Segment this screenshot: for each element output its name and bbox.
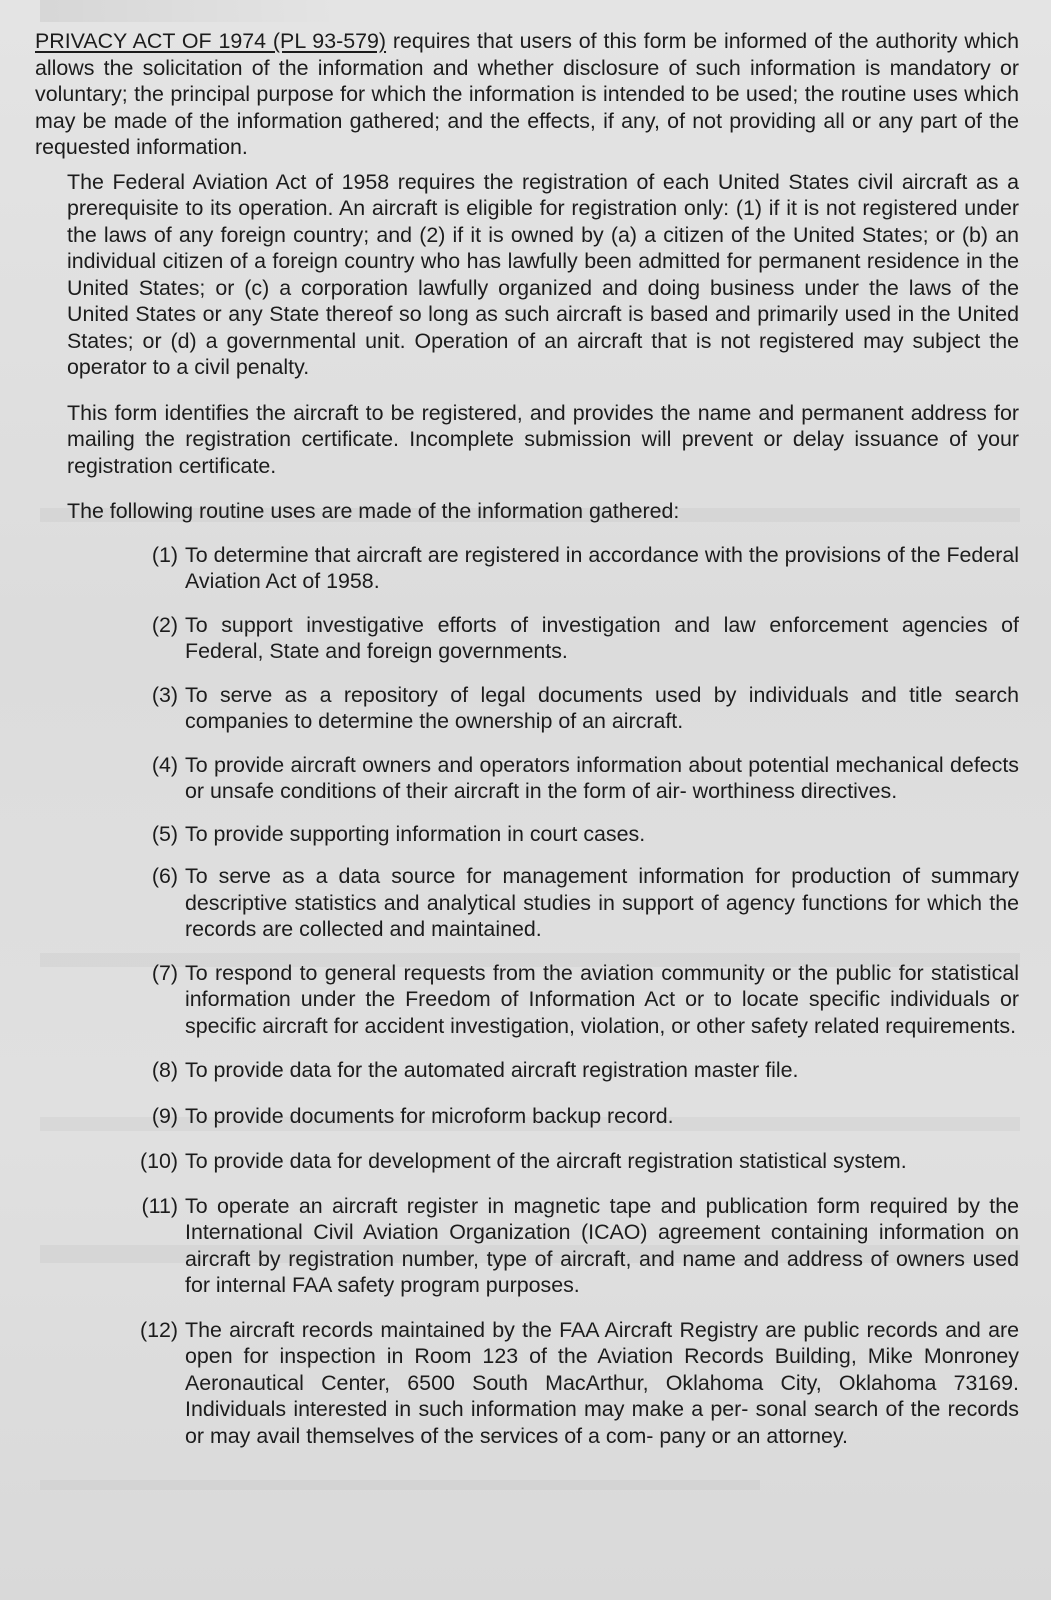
routine-use-item: [35, 752, 1019, 805]
routine-use-text: The aircraft records maintained by the FAA Aircraft Registry are public records and are open for inspection in Room 123 of the Aviation Records Building, Mike Monroney Aeronautical Center, 6500 South MacArthur, Oklahoma City, Oklahoma 73169. Individuals interested in such information may make a per- sonal search of the records or may avail themselves of the services of a com- pany or an attorney.: [185, 1317, 1019, 1448]
routine-use-text: To serve as a repository of legal documents used by individuals and title search companies to determine the ownership of an aircraft.: [185, 682, 1019, 733]
routine-use-text: To support investigative efforts of investigation and law enforcement agencies of Federal, State and foreign governments.: [185, 612, 1019, 663]
routine-use-number: (10): [139, 1149, 178, 1173]
privacy-act-notice: [35, 28, 1019, 1449]
routine-use-number: (3): [151, 682, 178, 707]
purpose-paragraph: This form identifies the aircraft to be registered, and provides the name and permanent address for mailing the registration certificate. Incomplete submission will prevent or delay issuance of your registration certificate.: [67, 400, 1019, 478]
routine-uses-list: [35, 542, 1019, 1450]
routine-use-text: To provide supporting information in court cases.: [185, 821, 646, 846]
routine-use-item: [35, 1057, 1019, 1084]
routine-use-text: To provide aircraft owners and operators information about potential mechanical defects or unsafe conditions of their aircraft in the form of air- worthiness directives.: [185, 752, 1019, 803]
bleed-through-band: [40, 1480, 760, 1490]
routine-use-text: To respond to general requests from the aviation community or the public for statistical information under the Freedom of Information Act or to locate specific individuals or specific aircraft for accident investigation, violation, or other safety related requirements.: [185, 960, 1019, 1038]
routine-use-item: [35, 1317, 1019, 1450]
routine-use-text: To serve as a data source for management information for production of summary descriptive statistics and analytical studies in support of agency functions for which the records are collected and maintained.: [185, 864, 1019, 941]
routine-use-item: [35, 682, 1019, 735]
privacy-intro-paragraph: [35, 28, 1019, 161]
routine-use-text: To provide data for the automated aircraft registration master file.: [185, 1058, 799, 1082]
privacy-intro-text: requires that users of this form be informed of the authority which allows the solicitation of the information and whether disclosure of such information is mandatory or voluntary; the principal purpose for which the information is intended to be used; the routine uses which may be made of the information gathered; and the effects, if any, of not providing all or any part of the requested information.: [35, 29, 1020, 159]
authority-paragraph: The Federal Aviation Act of 1958 requires the registration of each United States civil aircraft as a prerequisite to its operation. An aircraft is eligible for registration only: (1) if it is not registered under the laws of any foreign country; and (2) if it is owned by (a) a citizen of the United States; or (b) an individual citizen of a foreign country who has lawfully been admitted for permanent residence in the United States; or (c) a corporation lawfully organized and doing business under the laws of the United States or any State thereof so long as such aircraft is based and primarily used in the United States; or (d) a governmental unit. Operation of an aircraft that is not registered may subject the operator to a civil penalty.: [67, 169, 1019, 379]
routine-uses-intro: The following routine uses are made of the information gathered:: [67, 499, 680, 523]
routine-use-item: [35, 542, 1019, 595]
bleed-through-shadow: [40, 0, 340, 22]
routine-use-item: [35, 1103, 1019, 1130]
routine-use-item: [35, 1193, 1019, 1299]
routine-use-item: [35, 821, 1019, 848]
routine-use-text: To provide data for development of the aircraft registration statistical system.: [185, 1149, 907, 1173]
routine-use-item: [35, 1148, 1019, 1175]
routine-use-number: (9): [151, 1103, 178, 1128]
privacy-act-title: PRIVACY ACT OF 1974 (PL 93-579): [35, 29, 387, 53]
routine-use-number: (4): [151, 752, 178, 777]
routine-use-item: [35, 960, 1019, 1040]
routine-use-number: (8): [151, 1058, 178, 1082]
routine-use-number: (6): [151, 864, 178, 888]
routine-use-text: To determine that aircraft are registered in accordance with the provisions of the Federal Aviation Act of 1958.: [185, 542, 1019, 593]
routine-use-item: [35, 612, 1019, 665]
routine-use-text: To operate an aircraft register in magnetic tape and publication form required by the International Civil Aviation Organization (ICAO) agreement containing information on aircraft by registration number, type of aircraft, and name and address of owners used for internal FAA safety program purposes.: [185, 1193, 1019, 1297]
routine-use-item: [35, 863, 1019, 943]
routine-use-number: (5): [151, 821, 178, 846]
routine-use-number: (1): [151, 542, 178, 567]
routine-use-number: (2): [151, 612, 178, 637]
routine-use-number: (11): [141, 1193, 178, 1218]
routine-use-text: To provide documents for microform backup record.: [185, 1103, 674, 1128]
routine-use-number: (12): [139, 1317, 178, 1342]
routine-use-number: (7): [151, 960, 178, 985]
